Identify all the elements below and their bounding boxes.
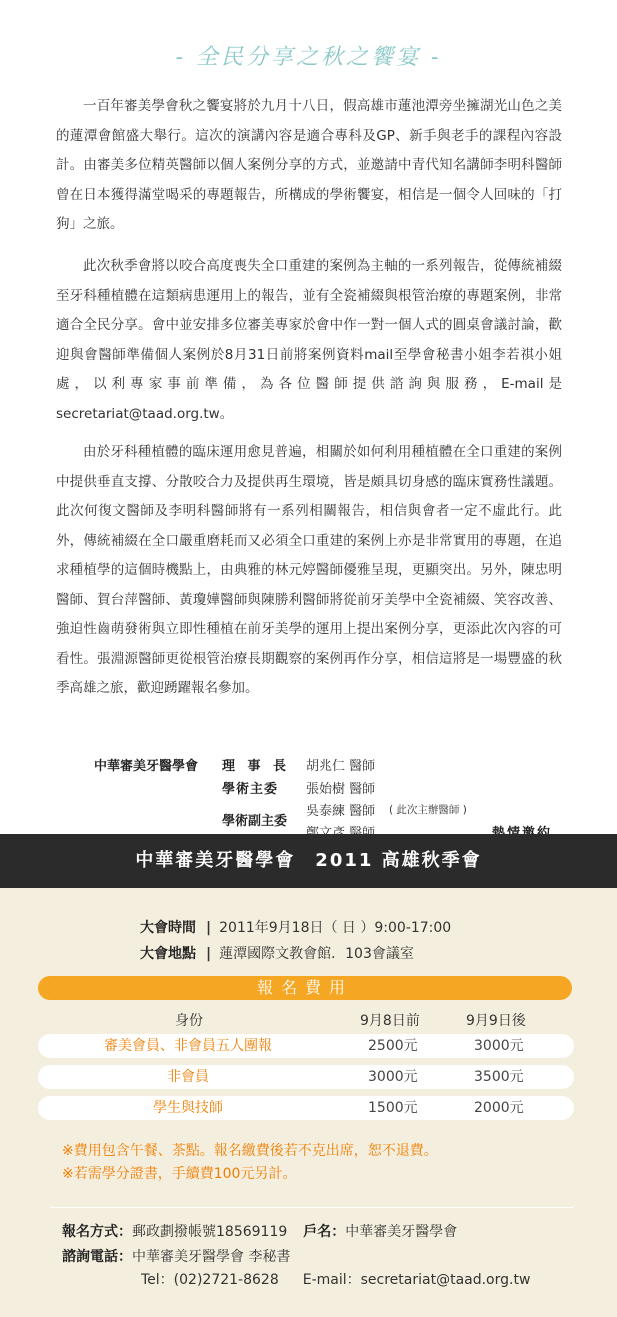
contact-tel-row <box>141 1269 530 1289</box>
contact-account-value: 中華審美牙醫學會 <box>345 1224 458 1240</box>
signature-president: 胡兆仁 醫師 <box>306 759 376 774</box>
fee-row-early: 1500元 <box>368 1100 418 1116</box>
contact-inquiry-label: 諮詢電話： <box>62 1249 132 1265</box>
intro-paragraph-1: 一百年審美學會秋之饗宴將於九月十八日，假高雄市蓮池潭旁坐擁湖光山色之美的蓮潭會館盛大舉行。這次的演講內容是適合專科及GP、新手與老手的課程內容設計。由審美多位精英醫師以個人案例分享的方式，並邀請中青代知名講師李明科醫師曾在日本獲得滿堂喝采的專題報告，所構成的學術饗宴，相信是一個令人回味的「打狗」之旅。 <box>56 98 562 232</box>
fee-notes <box>62 1140 438 1186</box>
signature-vice-1: 吳泰練 醫師 <box>306 804 376 819</box>
fee-row-early: 3000元 <box>368 1069 418 1085</box>
event-place-sep: | <box>206 946 212 962</box>
contact-inquiry-row <box>62 1246 290 1266</box>
event-place-value: 蓮潭國際文教會館．103會議室 <box>219 946 414 962</box>
contact-method-label: 報名方式： <box>62 1224 132 1240</box>
event-banner: 中華審美牙醫學會 2011 高雄秋季會 <box>0 834 617 888</box>
contact-tel: Tel：(02)2721-8628 <box>141 1272 279 1288</box>
intro-paragraph-3: 由於牙科種植體的臨床運用愈見普遍，相關於如何利用種植體在全口重建的案例中提供垂直支撐、分散咬合力及提供再生環境，皆是頗具切身感的臨床實務性議題。此次何復文醫師及李明科醫師將有一系列相關報告，相信與會者一定不虛此行。此外，傳統補綴在全口嚴重磨耗而又必須全口重建的案例上亦是非常實用的專題，在追求種植學的這個時機點上，由典雅的林元婷醫師優雅呈現，更顯突出。另外，陳忠明醫師、賀台萍醫師、黃瓊嬅醫師與陳勝利醫師將從前牙美學中全瓷補綴、笑容改善、強迫性齒萌發術與立即性種植在前牙美學的運用上提出案例分享，更添此次內容的可看性。張淵源醫師更從根管治療長期觀察的案例再作分享，相信這將是一場豐盛的秋季高雄之旅，歡迎踴躍報名參加。 <box>56 444 562 696</box>
fee-row <box>38 1096 574 1120</box>
fee-row-identity: 審美會員、非會員五人團報 <box>104 1038 272 1054</box>
event-time-label: 大會時間 <box>140 920 196 936</box>
signature-academic-title: 學術主委 <box>222 782 279 797</box>
fee-row-identity: 學生與技師 <box>153 1100 223 1116</box>
fee-row-late: 2000元 <box>474 1100 524 1116</box>
contact-email[interactable]: E-mail：secretariat@taad.org.tw <box>302 1272 531 1288</box>
contact-method-row <box>62 1221 457 1241</box>
event-time-sep: | <box>206 920 212 936</box>
fee-row <box>38 1065 574 1089</box>
fee-row-late: 3500元 <box>474 1069 524 1085</box>
fee-note: ※費用包含午餐、茶點。報名繳費後若不克出席，恕不退費。 <box>62 1143 438 1159</box>
contact-account-label: 戶名： <box>303 1224 346 1240</box>
event-time-value: 2011年9月18日（ 日 ）9:00-17:00 <box>219 920 452 936</box>
signature-president-title: 理 事 長 <box>222 759 291 774</box>
fee-row-late: 3000元 <box>474 1038 524 1054</box>
fee-header: 報名費用 <box>38 976 572 1000</box>
fee-row-early: 2500元 <box>368 1038 418 1054</box>
event-place-row <box>140 943 414 963</box>
intro-paragraph-2: 此次秋季會將以咬合高度喪失全口重建的案例為主軸的一系列報告，從傳統補綴至牙科種植體在這類病患運用上的報告，並有全瓷補綴與根管治療的專題案例，非常適合全民分享。會中並安排多位審美專家於會中作一對一個人式的圓桌會議討論，歡迎與會醫師準備個人案例於8月31日前將案例資料mail至學會秘書小姐李若祺小姐處，以利專家事前準備，為各位醫師提供諮詢與服務，E-mail是secretariat@taad.org.tw。 <box>56 258 562 422</box>
signature-org: 中華審美牙醫學會 <box>94 759 199 774</box>
fee-row-identity: 非會員 <box>167 1069 209 1085</box>
signature-vice-title: 學術副主委 <box>222 814 288 829</box>
fee-col-late: 9月9日後 <box>466 1013 526 1029</box>
signature-academic: 張始樹 醫師 <box>306 782 376 797</box>
fee-row <box>38 1034 574 1058</box>
event-place-label: 大會地點 <box>140 946 196 962</box>
page-title: - 全民分享之秋之饗宴 - <box>175 45 442 70</box>
fee-note: ※若需學分證書，手續費100元另計。 <box>62 1166 297 1182</box>
fee-col-identity: 身份 <box>175 1013 203 1029</box>
divider <box>50 1207 574 1208</box>
signature-vice-1-note: ( 此次主辦醫師 ) <box>389 804 467 816</box>
fee-col-early: 9月8日前 <box>360 1013 420 1029</box>
contact-method-value: 郵政劃撥帳號18569119 <box>132 1224 288 1240</box>
contact-inquiry-value: 中華審美牙醫學會 李秘書 <box>132 1249 291 1265</box>
event-time-row <box>140 917 451 937</box>
